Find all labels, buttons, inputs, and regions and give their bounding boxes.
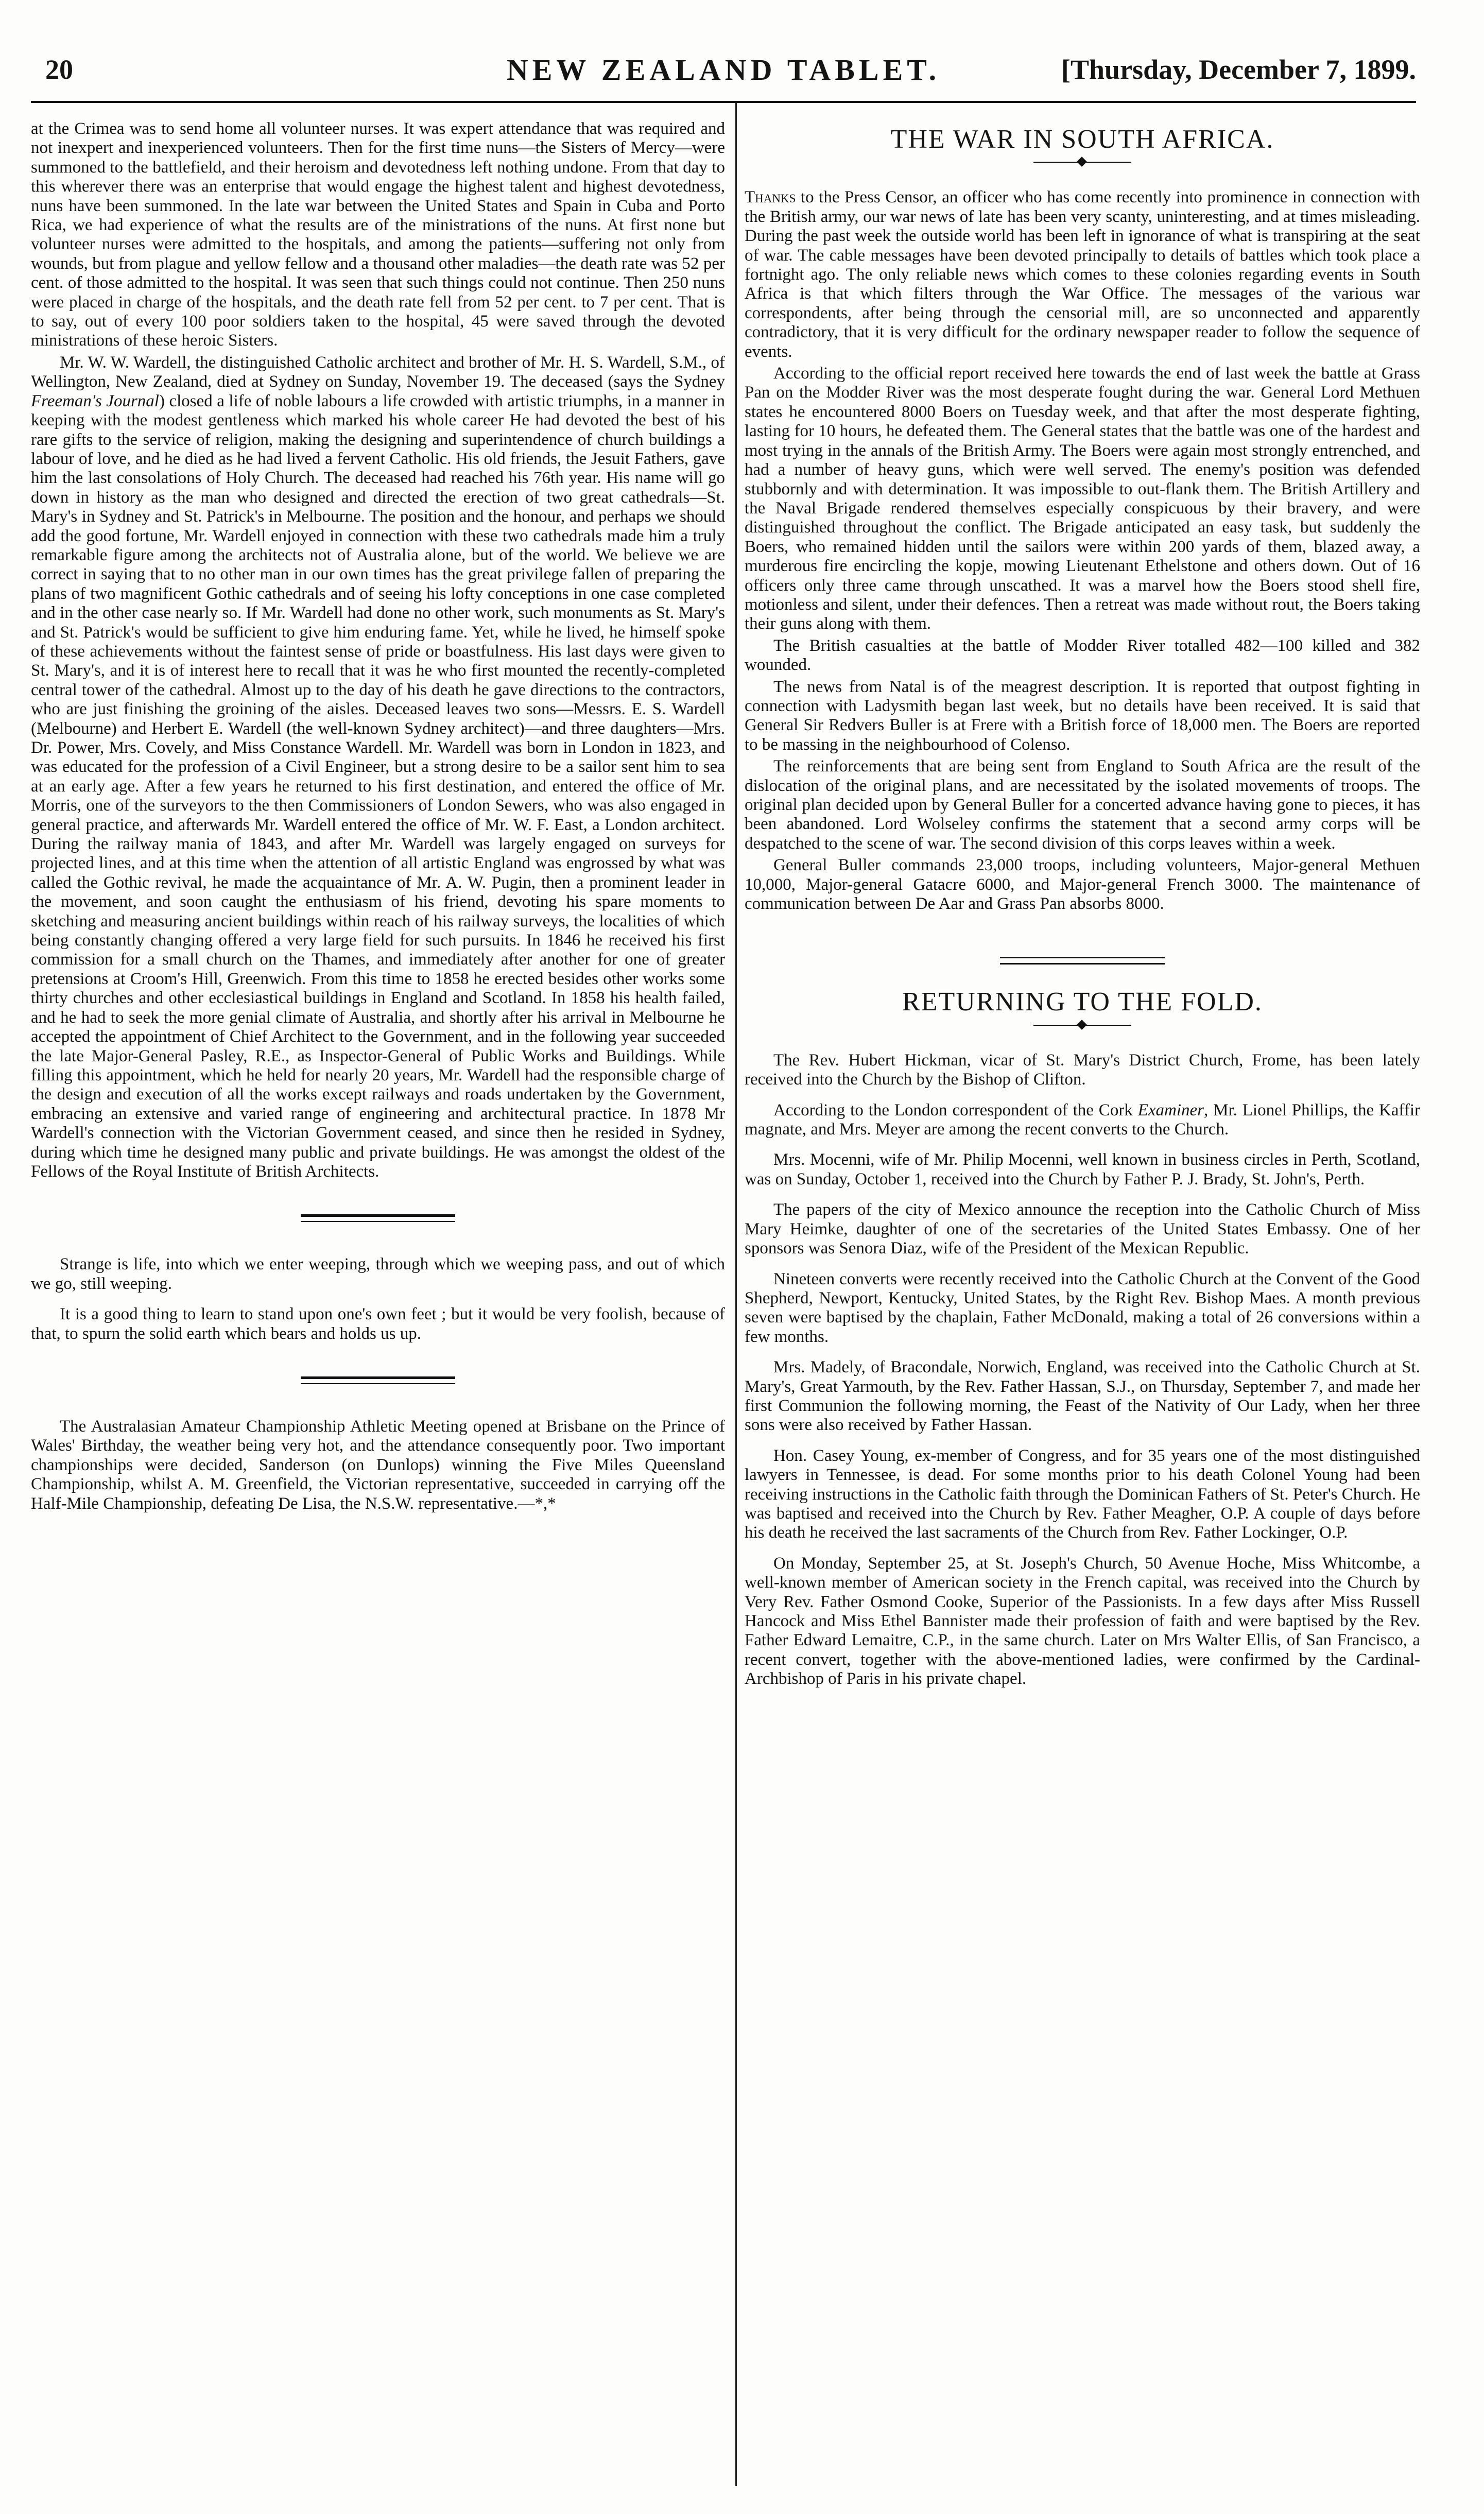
- section-separator: [301, 1214, 455, 1222]
- war-troops: General Buller commands 23,000 troops, including volunteers, Major-general Methuen 10,000, Major-general Gatacre 6000, and Major-general French 3000. The maintenance of communication between De Aar and Grass Pan absorbs 8000.: [745, 856, 1420, 914]
- page-header: [31, 49, 1416, 98]
- fold-item: Mrs. Madely, of Bracondale, Norwich, England, was received into the Catholic Church at St. Mary's, Great Yarmouth, by the Rev. Father Hassan, S.J., on Thursday, September 7, and made her first Communion the following morning, the Feast of the Nativity of Our Lady, when her three sons were also received by Father Hassan.: [745, 1358, 1420, 1435]
- war-reinforcements: The reinforcements that are being sent from England to South Africa are the result of the dislocation of the original plans, and are necessitated by the isolated movements of troops. The original plan decided upon by General Buller for a concerted advance having gone to pieces, it has been abandoned. Lord Wolseley confirms the statement that a second army corps will be despatched to the scene of war. The second division of this corps leaves within a week.: [745, 757, 1420, 853]
- publication-title: NEW ZEALAND TABLET.: [506, 53, 941, 87]
- war-natal: The news from Natal is of the meagrest description. It is reported that outpost fighting in connection with Ladysmith began last week, but no details have been received. It is said that General Sir Redvers Buller is at Frere with a British force of 18,000 men. The Boers are reported to be massing in the neighbourhood of Colenso.: [745, 677, 1420, 754]
- war-heading: THE WAR IN SOUTH AFRICA.: [890, 125, 1274, 154]
- page-number: 20: [45, 54, 73, 85]
- nuns-paragraph: at the Crimea was to send home all volunteer nurses. It was expert attendance that was required and not inexpert and inexperienced volunteers. Then for the first time nuns—the Sisters of Mercy—were summoned to the battlefield, and their heroism and devotedness left nothing undone. From that day to this wherever there was an enterprise that would engage the highest talent and highest devotedness, nuns have been summoned. In the late war between the United States and Spain in Cuba and Porto Rica, we had experience of what the results are of the ministrations of the nuns. At first none but volunteer nurses were admitted to the hospitals, and among the patients—suffering not only from wounds, but from plague and yellow fellow and a thousand other maladies—the death rate was 52 per cent. of those admitted to the hospital. It was seen that such things could not continue. Then 250 nuns were placed in charge of the hospitals, and the death rate fell from 52 per cent. to 7 per cent. That is to say, out of every 100 poor soldiers taken to the hospital, 45 were saved through the devoted ministrations of these heroic Sisters.: [31, 119, 725, 350]
- fold-item: Hon. Casey Young, ex-member of Congress, and for 35 years one of the most distinguished lawyers in Tennessee, is dead. For some months prior to his death Colonel Young had been receiving instructions in the Catholic faith through the Dominican Fathers of St. Peter's Church. He was baptised and received into the Church by Rev. Father Meagher, O.P. A couple of days before his death he received the last sacraments of the Church from Rev. Father Lockinger, O.P.: [745, 1446, 1420, 1542]
- issue-date: [Thursday, December 7, 1899.: [1061, 54, 1416, 85]
- heading-ornament: [1033, 158, 1131, 166]
- stand-on-own-feet: It is a good thing to learn to stand upon one's own feet ; but it would be very foolish, because of that, to spurn the solid earth which bears and holds us up.: [31, 1305, 725, 1343]
- column-divider: [735, 103, 737, 2486]
- athletic-meeting: The Australasian Amateur Championship Athletic Meeting opened at Brisbane on the Prince of Wales' Birthday, the weather being very hot, and the attendance consequently poor. Two important championships were decided, Sanderson (on Dunlops) winning the Five Miles Queensland Championship, whilst A. M. Greenfield, the Victorian representative, succeeded in carrying off the Half-Mile Championship, defeating De Lisa, the N.S.W. representative.—*,*: [31, 1417, 725, 1513]
- fold-item: According to the London correspondent of the Cork Examiner, Mr. Lionel Phillips, the Kaffir magnate, and Mrs. Meyer are among the recent converts to the Church.: [745, 1100, 1420, 1139]
- freemans-journal-title: Freeman's Journal: [31, 391, 159, 410]
- war-intro: Thanks to the Press Censor, an officer who has come recently into prominence in connection with the British army, our war news of late has been very scanty, uninteresting, and at times misleading. During the past week the outside world has been left in ignorance of what is transpiring at the seat of war. The cable messages have been devoted principally to details of battles which took place a fortnight ago. The only reliable news which comes to these colonies regarding events in South Africa is that which filters through the War Office. The messages of the various war correspondents, after being through the censorial mill, are so unconnected and apparently contradictory, that it is very difficult for the ordinary newspaper reader to follow the sequence of events.: [745, 188, 1420, 361]
- fold-item: The papers of the city of Mexico announce the reception into the Catholic Church of Miss Mary Heimke, daughter of one of the secretaries of the United States Embassy. One of her sponsors was Senora Diaz, wife of the President of the Mexican Republic.: [745, 1200, 1420, 1258]
- war-casualties: The British casualties at the battle of Modder River totalled 482—100 killed and 382 wounded.: [745, 636, 1420, 675]
- header-rule: [31, 101, 1416, 103]
- right-column: [745, 119, 1420, 1700]
- fold-heading: RETURNING TO THE FOLD.: [902, 987, 1263, 1017]
- heading-ornament: [1033, 1021, 1131, 1029]
- fold-item: On Monday, September 25, at St. Joseph's Church, 50 Avenue Hoche, Miss Whitcombe, a well-known member of American society in the French capital, was received into the Church by Very Rev. Father Osmond Cooke, Superior of the Passionists. In a few days after Miss Russell Hancock and Miss Ethel Bannister made their profession of faith and were baptised by the Rev. Father Edward Lemaitre, C.P., in the same church. Later on Mrs Walter Ellis, of San Francisco, a recent convert, together with the above-mentioned ladies, were confirmed by the Cardinal-Archbishop of Paris in his private chapel.: [745, 1554, 1420, 1689]
- fold-item: Mrs. Mocenni, wife of Mr. Philip Mocenni, well known in business circles in Perth, Scotland, was on Sunday, October 1, received into the Church by Father P. J. Brady, St. John's, Perth.: [745, 1150, 1420, 1189]
- strange-is-life: Strange is life, into which we enter weeping, through which we weeping pass, and out of which we go, still weeping.: [31, 1255, 725, 1293]
- left-column: [31, 119, 725, 1516]
- cork-examiner-title: Examiner: [1137, 1100, 1204, 1120]
- section-separator: [301, 1376, 455, 1384]
- war-modder-river: According to the official report received here towards the end of last week the battle at Grass Pan on the Modder River was the most desperate fought during the war. General Lord Methuen states he encountered 8000 Boers on Tuesday week, and that after the most desperate fighting, lasting for 10 hours, he defeated them. The General states that the battle was one of the hardest and most trying in the annals of the British Army. The Boers were again most strongly entrenched, and had a number of heavy guns, which were well served. The enemy's position was defended stubbornly and with determination. It was impossible to out-flank them. The British Artillery and the Naval Brigade rendered themselves especially conspicuous by their bravery, and were distinguished throughout the conflict. The Brigade anticipated an easy task, but suddenly the Boers, who remained hidden until the sailors were within 200 yards of them, blazed away, a murderous fire encircling the kopje, mowing Lieutenant Ethelstone and others down. Out of 16 officers only three came through unscathed. It was a marvel how the Boers stood shell fire, motionless and silent, under their defences. Then a retreat was made without rout, the Boers taking their guns along with them.: [745, 364, 1420, 633]
- section-separator: [1000, 957, 1165, 965]
- fold-item: Nineteen converts were recently received into the Catholic Church at the Convent of the Good Shepherd, Newport, Kentucky, United States, by the Right Rev. Bishop Maes. A month previous seven were baptised by the chaplain, Father McDonald, making a total of 26 conversions within a few months.: [745, 1269, 1420, 1346]
- fold-item: The Rev. Hubert Hickman, vicar of St. Mary's District Church, Frome, has been lately received into the Church by the Bishop of Clifton.: [745, 1051, 1420, 1089]
- wardell-obituary: Mr. W. W. Wardell, the distinguished Catholic architect and brother of Mr. H. S. Wardell, S.M., of Wellington, New Zealand, died at Sydney on Sunday, November 19. The deceased (says the Sydney Freeman's Journal) closed a life of noble labours a life crowded with artistic triumphs, in a manner in keeping with the modest gentleness which marked his whole career He had devoted the best of his rare gifts to the service of religion, making the designing and superintendence of church buildings a labour of love, and he died as he had lived a fervent Catholic. His old friends, the Jesuit Fathers, gave him the last consolations of Holy Church. The deceased had reached his 76th year. His name will go down in history as the man who designed and directed the erection of two great cathedrals—St. Mary's in Sydney and St. Patrick's in Melbourne. The position and the honour, and perhaps we should add the good fortune, Mr. Wardell enjoyed in connection with these two cathedrals made him a truly remarkable figure among the architects not of Australia alone, but of the world. We believe we are correct in saying that to no other man in our own times has the great privilege fallen of preparing the plans of two magnificent Gothic cathedrals and of seeing his lofty conceptions in one case completed and in the other case nearly so. If Mr. Wardell had done no other work, such monuments as St. Mary's and St. Patrick's would be sufficient to give him enduring fame. Yet, while he lived, he himself spoke of these achievements without the faintest sense of pride or boastfulness. His last days were given to St. Mary's, and it is of interest here to recall that it was he who first mounted the recently-completed central tower of the cathedral. Almost up to the day of his death he gave directions to the contractors, who are just finishing the groining of the aisles. Deceased leaves two sons—Messrs. E. S. Wardell (Melbourne) and Herbert E. Wardell (the well-known Sydney architect)—and three daughters—Mrs. Dr. Power, Mrs. Covely, and Miss Constance Wardell. Mr. Wardell was born in London in 1823, and was educated for the profession of a Civil Engineer, but a strong desire to be a sailor sent him to sea at an early age. After a few years he returned to his first destination, and entered the office of Mr. Morris, one of the surveyors to the then Commissioners of London Sewers, who was also engaged in general practice, and afterwards Mr. Wardell entered the office of Mr. W. F. East, a London architect. During the railway mania of 1843, and after Mr. Wardell was largely engaged on surveys for projected lines, and at this time when the attention of all artistic England was engrossed by what was called the Gothic revival, he made the acquaintance of Mr. A. W. Pugin, then a prominent leader in the movement, and soon caught the enthusiasm of his friend, devoting his spare moments to sketching and measuring ancient buildings within reach of his railway surveys, the localities of which being constantly changing offered a very large field for such pursuits. In 1846 he received his first commission for a small church on the Thames, and immediately after another for one of greater pretensions at Croom's Hill, Greenwich. From this time to 1858 he erected besides other works some thirty churches and other ecclesiastical buildings in England and Scotland. In 1858 his health failed, and he had to seek the more genial climate of Australia, and shortly after his arrival in Melbourne he accepted the appointment of Chief Architect to the Government, and in the following year succeeded the late Major-General Pasley, R.E., as Inspector-General of Public Works and Buildings. While filling this appointment, which he held for nearly 20 years, Mr. Wardell had the responsible charge of the design and execution of all the works except railways and roads undertaken by the Government, embracing an extensive and varied range of engineering and architectural practice. In 1878 Mr Wardell's connection with the Victorian Government ceased, and since then he resided in Sydney, during which time he designed many public and private buildings. He was amongst the oldest of the Fellows of the Royal Institute of British Architects.: [31, 353, 726, 1181]
